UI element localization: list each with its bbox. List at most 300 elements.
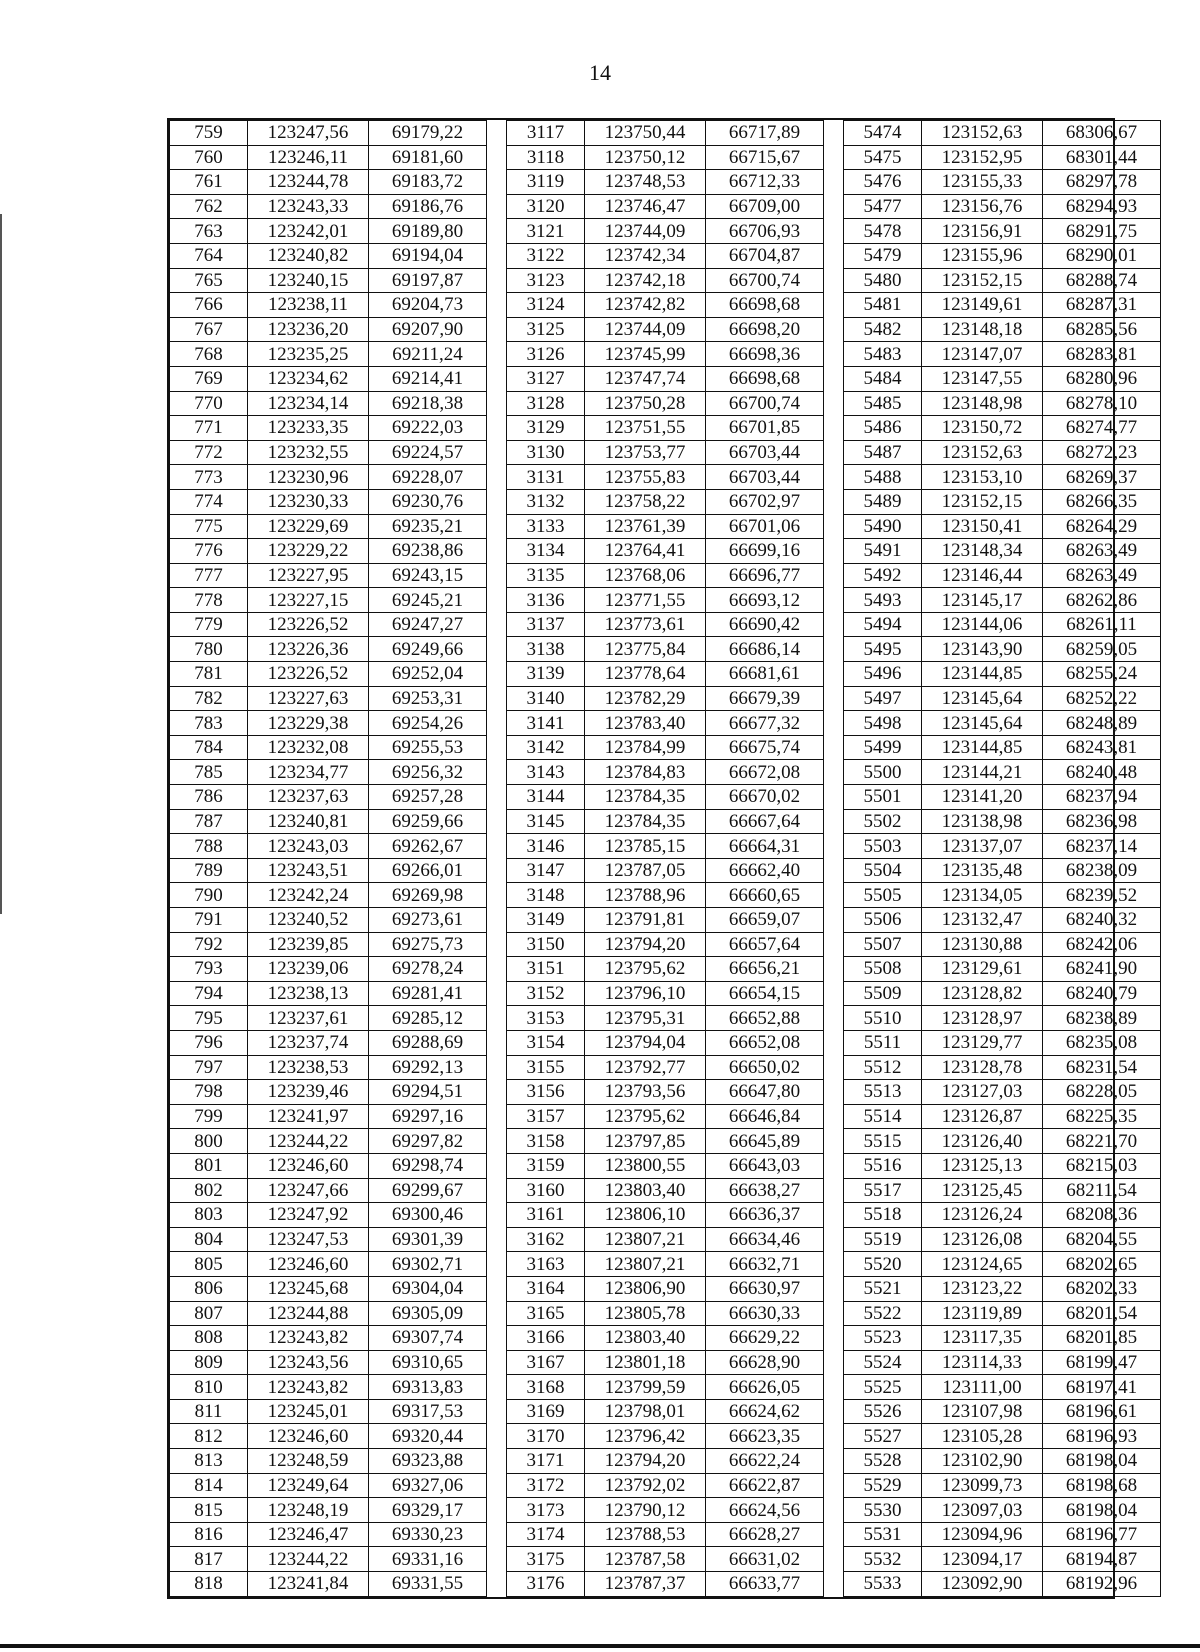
cell-x: 123233,35: [248, 416, 369, 441]
column-separator: [487, 317, 507, 342]
cell-x: 123128,78: [922, 1055, 1043, 1080]
cell-y: 69292,13: [369, 1055, 487, 1080]
cell-y: 68211,54: [1043, 1178, 1161, 1203]
cell-point: 5507: [844, 932, 922, 957]
cell-x: 123117,35: [922, 1326, 1043, 1351]
cell-point: 793: [170, 957, 248, 982]
column-separator: [487, 1055, 507, 1080]
table-row: [170, 1178, 1161, 1203]
cell-x: 123243,56: [248, 1350, 369, 1375]
cell-point: 796: [170, 1030, 248, 1055]
coordinates-table: [169, 120, 1161, 1597]
cell-y: 68290,01: [1043, 243, 1161, 268]
cell-x: 123796,10: [585, 981, 706, 1006]
cell-point: 3155: [507, 1055, 585, 1080]
cell-y: 69281,41: [369, 981, 487, 1006]
column-separator: [824, 1375, 844, 1400]
table-row: [170, 1498, 1161, 1523]
table-row: [170, 809, 1161, 834]
table-row: [170, 465, 1161, 490]
cell-y: 68306,67: [1043, 121, 1161, 146]
cell-y: 69305,09: [369, 1301, 487, 1326]
cell-point: 5474: [844, 121, 922, 146]
table-row: [170, 1522, 1161, 1547]
table-row: [170, 1276, 1161, 1301]
cell-point: 783: [170, 711, 248, 736]
cell-y: 66717,89: [706, 121, 824, 146]
cell-point: 804: [170, 1227, 248, 1252]
cell-point: 5517: [844, 1178, 922, 1203]
cell-x: 123229,22: [248, 539, 369, 564]
cell-y: 68297,78: [1043, 170, 1161, 195]
cell-point: 5497: [844, 686, 922, 711]
cell-y: 66681,61: [706, 662, 824, 687]
cell-point: 799: [170, 1104, 248, 1129]
cell-y: 69228,07: [369, 465, 487, 490]
cell-x: 123143,90: [922, 637, 1043, 662]
column-separator: [487, 1006, 507, 1031]
table-row: [170, 440, 1161, 465]
table-row: [170, 1203, 1161, 1228]
cell-y: 66715,67: [706, 145, 824, 170]
cell-point: 5531: [844, 1522, 922, 1547]
cell-y: 69297,16: [369, 1104, 487, 1129]
column-separator: [824, 1473, 844, 1498]
cell-x: 123227,63: [248, 686, 369, 711]
cell-x: 123248,59: [248, 1449, 369, 1474]
cell-point: 5512: [844, 1055, 922, 1080]
cell-point: 812: [170, 1424, 248, 1449]
cell-point: 775: [170, 514, 248, 539]
table-row: [170, 760, 1161, 785]
table-row: [170, 981, 1161, 1006]
cell-x: 123226,36: [248, 637, 369, 662]
cell-x: 123805,78: [585, 1301, 706, 1326]
cell-point: 773: [170, 465, 248, 490]
column-separator: [824, 1301, 844, 1326]
cell-point: 3161: [507, 1203, 585, 1228]
cell-y: 66672,08: [706, 760, 824, 785]
cell-point: 5511: [844, 1030, 922, 1055]
table-row: [170, 1227, 1161, 1252]
cell-x: 123144,85: [922, 662, 1043, 687]
cell-point: 790: [170, 883, 248, 908]
cell-x: 123249,64: [248, 1473, 369, 1498]
cell-y: 66677,32: [706, 711, 824, 736]
cell-point: 770: [170, 391, 248, 416]
cell-point: 5491: [844, 539, 922, 564]
cell-point: 3168: [507, 1375, 585, 1400]
table-row: [170, 637, 1161, 662]
cell-point: 777: [170, 563, 248, 588]
cell-x: 123132,47: [922, 908, 1043, 933]
cell-point: 768: [170, 342, 248, 367]
cell-x: 123771,55: [585, 588, 706, 613]
cell-point: 3141: [507, 711, 585, 736]
cell-x: 123784,35: [585, 809, 706, 834]
cell-y: 66700,74: [706, 391, 824, 416]
cell-y: 66659,07: [706, 908, 824, 933]
cell-x: 123246,11: [248, 145, 369, 170]
cell-point: 5516: [844, 1153, 922, 1178]
cell-x: 123243,33: [248, 194, 369, 219]
cell-point: 3142: [507, 735, 585, 760]
column-separator: [824, 834, 844, 859]
cell-point: 803: [170, 1203, 248, 1228]
cell-y: 66712,33: [706, 170, 824, 195]
cell-point: 5509: [844, 981, 922, 1006]
cell-y: 66660,65: [706, 883, 824, 908]
cell-point: 5476: [844, 170, 922, 195]
column-separator: [487, 465, 507, 490]
cell-x: 123242,01: [248, 219, 369, 244]
cell-x: 123744,09: [585, 219, 706, 244]
table-row: [170, 145, 1161, 170]
cell-x: 123784,35: [585, 785, 706, 810]
cell-point: 5520: [844, 1252, 922, 1277]
cell-x: 123244,22: [248, 1547, 369, 1572]
cell-point: 5522: [844, 1301, 922, 1326]
cell-y: 66670,02: [706, 785, 824, 810]
table-row: [170, 489, 1161, 514]
cell-y: 69189,80: [369, 219, 487, 244]
cell-x: 123747,74: [585, 366, 706, 391]
cell-y: 66630,97: [706, 1276, 824, 1301]
cell-x: 123798,01: [585, 1399, 706, 1424]
cell-point: 3148: [507, 883, 585, 908]
cell-y: 66650,02: [706, 1055, 824, 1080]
cell-point: 3129: [507, 416, 585, 441]
cell-x: 123230,33: [248, 489, 369, 514]
cell-x: 123111,00: [922, 1375, 1043, 1400]
column-separator: [824, 711, 844, 736]
cell-y: 68201,85: [1043, 1326, 1161, 1351]
cell-x: 123240,52: [248, 908, 369, 933]
column-separator: [487, 1153, 507, 1178]
cell-point: 786: [170, 785, 248, 810]
cell-y: 66701,06: [706, 514, 824, 539]
column-separator: [487, 1178, 507, 1203]
cell-x: 123246,47: [248, 1522, 369, 1547]
cell-x: 123150,72: [922, 416, 1043, 441]
cell-x: 123751,55: [585, 416, 706, 441]
cell-y: 68201,54: [1043, 1301, 1161, 1326]
cell-x: 123232,55: [248, 440, 369, 465]
cell-x: 123147,07: [922, 342, 1043, 367]
cell-y: 68252,22: [1043, 686, 1161, 711]
cell-y: 66675,74: [706, 735, 824, 760]
table-row: [170, 1055, 1161, 1080]
cell-y: 69257,28: [369, 785, 487, 810]
cell-y: 69297,82: [369, 1129, 487, 1154]
cell-x: 123238,53: [248, 1055, 369, 1080]
cell-point: 3167: [507, 1350, 585, 1375]
column-separator: [824, 932, 844, 957]
table-row: [170, 1399, 1161, 1424]
cell-y: 69278,24: [369, 957, 487, 982]
column-separator: [487, 514, 507, 539]
cell-point: 5485: [844, 391, 922, 416]
cell-y: 66632,71: [706, 1252, 824, 1277]
cell-x: 123144,06: [922, 612, 1043, 637]
cell-y: 68272,23: [1043, 440, 1161, 465]
cell-y: 68278,10: [1043, 391, 1161, 416]
cell-point: 5488: [844, 465, 922, 490]
cell-x: 123128,82: [922, 981, 1043, 1006]
cell-x: 123227,95: [248, 563, 369, 588]
cell-point: 3149: [507, 908, 585, 933]
cell-x: 123229,38: [248, 711, 369, 736]
table-row: [170, 1301, 1161, 1326]
cell-point: 811: [170, 1399, 248, 1424]
cell-x: 123787,37: [585, 1572, 706, 1597]
cell-x: 123795,31: [585, 1006, 706, 1031]
cell-x: 123750,44: [585, 121, 706, 146]
cell-x: 123239,85: [248, 932, 369, 957]
cell-point: 3154: [507, 1030, 585, 1055]
cell-point: 785: [170, 760, 248, 785]
cell-y: 69243,15: [369, 563, 487, 588]
cell-x: 123806,90: [585, 1276, 706, 1301]
column-separator: [487, 858, 507, 883]
cell-y: 66630,33: [706, 1301, 824, 1326]
cell-point: 5524: [844, 1350, 922, 1375]
column-separator: [824, 465, 844, 490]
cell-x: 123243,51: [248, 858, 369, 883]
cell-x: 123761,39: [585, 514, 706, 539]
cell-point: 5483: [844, 342, 922, 367]
cell-y: 69285,12: [369, 1006, 487, 1031]
cell-y: 69275,73: [369, 932, 487, 957]
cell-point: 3164: [507, 1276, 585, 1301]
cell-x: 123124,65: [922, 1252, 1043, 1277]
cell-y: 68197,41: [1043, 1375, 1161, 1400]
column-separator: [824, 662, 844, 687]
column-separator: [824, 243, 844, 268]
column-separator: [487, 760, 507, 785]
cell-x: 123145,17: [922, 588, 1043, 613]
cell-x: 123097,03: [922, 1498, 1043, 1523]
cell-point: 3165: [507, 1301, 585, 1326]
cell-point: 3166: [507, 1326, 585, 1351]
cell-x: 123753,77: [585, 440, 706, 465]
cell-y: 69224,57: [369, 440, 487, 465]
cell-point: 5496: [844, 662, 922, 687]
cell-point: 5498: [844, 711, 922, 736]
cell-y: 66638,27: [706, 1178, 824, 1203]
cell-point: 3151: [507, 957, 585, 982]
cell-y: 69266,01: [369, 858, 487, 883]
table-row: [170, 957, 1161, 982]
cell-y: 69218,38: [369, 391, 487, 416]
cell-x: 123775,84: [585, 637, 706, 662]
column-separator: [487, 1498, 507, 1523]
cell-y: 66622,24: [706, 1449, 824, 1474]
cell-point: 808: [170, 1326, 248, 1351]
cell-point: 794: [170, 981, 248, 1006]
column-separator: [824, 858, 844, 883]
cell-x: 123119,89: [922, 1301, 1043, 1326]
cell-x: 123758,22: [585, 489, 706, 514]
cell-y: 69230,76: [369, 489, 487, 514]
column-separator: [824, 1227, 844, 1252]
cell-x: 123244,22: [248, 1129, 369, 1154]
table-row: [170, 121, 1161, 146]
cell-x: 123148,98: [922, 391, 1043, 416]
cell-x: 123248,19: [248, 1498, 369, 1523]
cell-x: 123787,58: [585, 1547, 706, 1572]
cell-x: 123784,83: [585, 760, 706, 785]
cell-x: 123156,91: [922, 219, 1043, 244]
cell-point: 795: [170, 1006, 248, 1031]
page-number: 14: [589, 60, 611, 85]
cell-x: 123782,29: [585, 686, 706, 711]
table-row: [170, 1252, 1161, 1277]
cell-x: 123801,18: [585, 1350, 706, 1375]
cell-y: 66700,74: [706, 268, 824, 293]
cell-point: 797: [170, 1055, 248, 1080]
cell-point: 5481: [844, 293, 922, 318]
cell-x: 123791,81: [585, 908, 706, 933]
cell-y: 66703,44: [706, 465, 824, 490]
cell-x: 123243,82: [248, 1375, 369, 1400]
cell-point: 3130: [507, 440, 585, 465]
cell-point: 3160: [507, 1178, 585, 1203]
cell-y: 69307,74: [369, 1326, 487, 1351]
column-separator: [824, 981, 844, 1006]
cell-point: 5523: [844, 1326, 922, 1351]
cell-y: 69313,83: [369, 1375, 487, 1400]
cell-y: 68240,48: [1043, 760, 1161, 785]
cell-point: 3145: [507, 809, 585, 834]
cell-y: 69181,60: [369, 145, 487, 170]
cell-x: 123745,99: [585, 342, 706, 367]
cell-x: 123245,68: [248, 1276, 369, 1301]
table-row: [170, 1129, 1161, 1154]
cell-y: 66628,27: [706, 1522, 824, 1547]
column-separator: [824, 563, 844, 588]
cell-y: 69204,73: [369, 293, 487, 318]
cell-point: 5494: [844, 612, 922, 637]
column-separator: [487, 637, 507, 662]
cell-x: 123764,41: [585, 539, 706, 564]
cell-y: 69247,27: [369, 612, 487, 637]
cell-point: 3118: [507, 145, 585, 170]
cell-point: 5493: [844, 588, 922, 613]
cell-point: 801: [170, 1153, 248, 1178]
cell-x: 123146,44: [922, 563, 1043, 588]
column-separator: [487, 121, 507, 146]
cell-x: 123144,85: [922, 735, 1043, 760]
cell-x: 123790,12: [585, 1498, 706, 1523]
cell-y: 68208,36: [1043, 1203, 1161, 1228]
table-row: [170, 293, 1161, 318]
cell-point: 814: [170, 1473, 248, 1498]
cell-point: 3162: [507, 1227, 585, 1252]
cell-y: 68202,33: [1043, 1276, 1161, 1301]
column-separator: [487, 1375, 507, 1400]
cell-y: 66686,14: [706, 637, 824, 662]
cell-point: 5518: [844, 1203, 922, 1228]
cell-y: 68237,94: [1043, 785, 1161, 810]
cell-x: 123153,10: [922, 465, 1043, 490]
cell-point: 3122: [507, 243, 585, 268]
column-separator: [487, 1252, 507, 1277]
column-separator: [824, 1080, 844, 1105]
cell-x: 123129,77: [922, 1030, 1043, 1055]
cell-y: 66626,05: [706, 1375, 824, 1400]
column-separator: [824, 514, 844, 539]
cell-x: 123788,96: [585, 883, 706, 908]
coordinates-table-container: [167, 118, 1138, 1599]
cell-x: 123141,20: [922, 785, 1043, 810]
cell-x: 123247,92: [248, 1203, 369, 1228]
cell-y: 68294,93: [1043, 194, 1161, 219]
cell-y: 69197,87: [369, 268, 487, 293]
cell-y: 69235,21: [369, 514, 487, 539]
cell-x: 123243,82: [248, 1326, 369, 1351]
cell-y: 68301,44: [1043, 145, 1161, 170]
column-separator: [487, 1449, 507, 1474]
cell-point: 806: [170, 1276, 248, 1301]
cell-point: 3119: [507, 170, 585, 195]
column-separator: [487, 539, 507, 564]
cell-x: 123226,52: [248, 612, 369, 637]
column-separator: [824, 686, 844, 711]
table-row: [170, 563, 1161, 588]
cell-x: 123795,62: [585, 957, 706, 982]
column-separator: [824, 735, 844, 760]
table-row: [170, 834, 1161, 859]
cell-point: 3146: [507, 834, 585, 859]
cell-x: 123245,01: [248, 1399, 369, 1424]
cell-point: 3157: [507, 1104, 585, 1129]
cell-point: 789: [170, 858, 248, 883]
table-row: [170, 1326, 1161, 1351]
cell-x: 123788,53: [585, 1522, 706, 1547]
cell-y: 68225,35: [1043, 1104, 1161, 1129]
cell-x: 123755,83: [585, 465, 706, 490]
cell-x: 123240,81: [248, 809, 369, 834]
column-separator: [487, 243, 507, 268]
cell-y: 68199,47: [1043, 1350, 1161, 1375]
column-separator: [487, 809, 507, 834]
column-separator: [824, 612, 844, 637]
column-separator: [487, 1424, 507, 1449]
table-row: [170, 1449, 1161, 1474]
column-separator: [824, 366, 844, 391]
cell-x: 123126,40: [922, 1129, 1043, 1154]
cell-y: 69207,90: [369, 317, 487, 342]
cell-x: 123742,18: [585, 268, 706, 293]
column-separator: [487, 1326, 507, 1351]
cell-y: 68198,04: [1043, 1498, 1161, 1523]
table-row: [170, 219, 1161, 244]
cell-x: 123138,98: [922, 809, 1043, 834]
cell-point: 780: [170, 637, 248, 662]
cell-point: 5506: [844, 908, 922, 933]
cell-y: 69294,51: [369, 1080, 487, 1105]
cell-y: 69259,66: [369, 809, 487, 834]
table-row: [170, 1350, 1161, 1375]
cell-point: 5532: [844, 1547, 922, 1572]
cell-x: 123244,88: [248, 1301, 369, 1326]
cell-x: 123114,33: [922, 1350, 1043, 1375]
cell-point: 5475: [844, 145, 922, 170]
cell-y: 69310,65: [369, 1350, 487, 1375]
table-row: [170, 170, 1161, 195]
table-row: [170, 539, 1161, 564]
